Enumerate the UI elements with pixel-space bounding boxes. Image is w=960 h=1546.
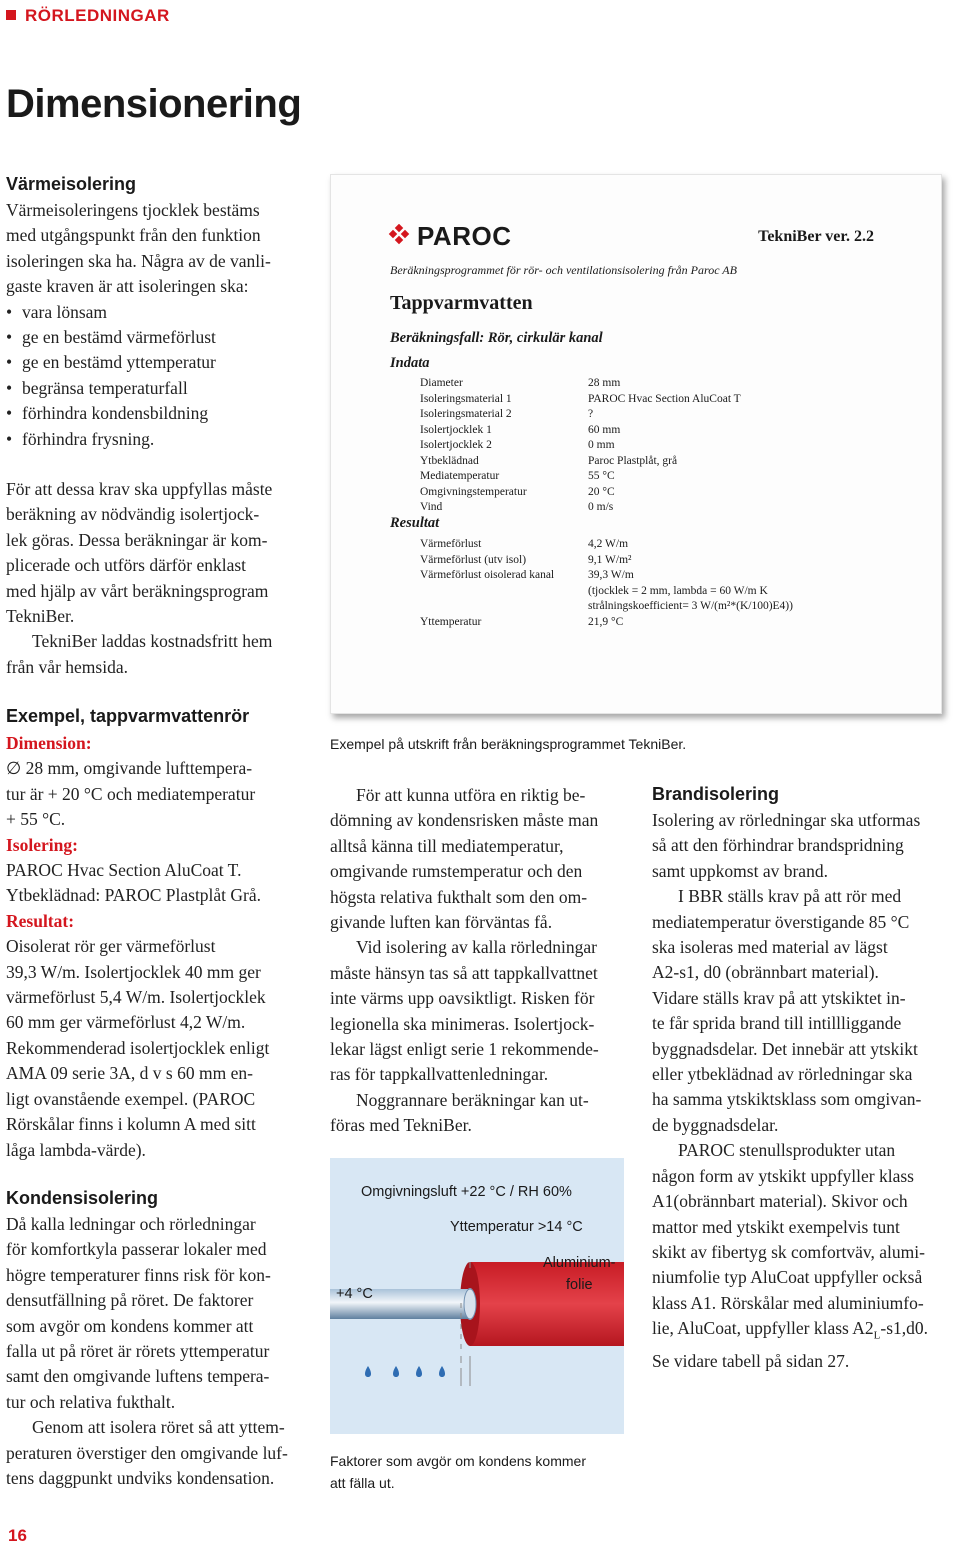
text-line: Isolering av rörledningar ska utformas [652, 810, 921, 830]
list-item: • vara lönsam [6, 300, 271, 325]
text-line: Värmeisoleringens tjocklek bestäms [6, 200, 260, 220]
text-line: tens daggpunkt undviks kondensation. [6, 1468, 275, 1489]
text-line: låga lambda-värde). [6, 1139, 146, 1160]
label-isolering: Isolering: [6, 834, 78, 855]
col3-text [652, 808, 928, 1374]
text-line: eller ytbeklädnad av rörledningar ska [652, 1064, 913, 1085]
heading-kondens: Kondensisolering [6, 1188, 159, 1208]
label-resultat: Resultat: [6, 910, 75, 931]
indata-value: 60 mm [588, 423, 621, 436]
pipe-temp-label: +4 °C [336, 1286, 373, 1302]
indata-value: 28 mm [588, 377, 621, 389]
list-item: • begränsa temperaturfall [6, 376, 271, 401]
page-title: Dimensionering [6, 82, 302, 126]
indata-value: 0 m/s [588, 501, 614, 513]
label-dimension: Dimension: [6, 733, 92, 753]
indata-value: 55 °C [588, 470, 615, 482]
text-fragment: 28 mm, omgivande lufttempera- [21, 758, 253, 779]
surface-temp-label: Yttemperatur >14 °C [450, 1219, 583, 1235]
text-line: klass A1. Rörskålar med aluminiumfo- [652, 1292, 924, 1313]
text-line: legionella ska minimeras. Isolertjock- [330, 1013, 595, 1034]
text-line: peraturen överstiger den omgivande luf- [6, 1442, 288, 1463]
text-line: I BBR ställs krav på att rör med [678, 886, 902, 907]
text-line: Vid isolering av kalla rörledningar [356, 937, 597, 958]
figure-caption: Exempel på utskrift från beräkningsprogrammet TekniBer. [330, 736, 687, 752]
indata-label: Ytbeklädnad [420, 454, 479, 467]
insulation-shape [460, 1262, 624, 1346]
text-line: Se vidare tabell på sidan 27. [652, 1351, 850, 1372]
heading-varmeisolering: Värmeisolering [6, 174, 137, 194]
text-line: högsta relativa fukthalt som den om- [330, 886, 588, 907]
indata-label: Isolertjocklek 2 [420, 439, 492, 451]
text-line: TekniBer laddas kostnadsfritt hem [32, 631, 273, 652]
indata-value: PAROC Hvac Section AluCoat T [588, 392, 741, 405]
text-line: ras för tappkallvattenledningar. [330, 1064, 549, 1085]
text-line: omgivande rumstemperatur och den [330, 861, 583, 882]
teknib-indata-label: Indata [390, 355, 430, 371]
section-label: RÖRLEDNINGAR [25, 6, 170, 25]
list-item: • förhindra frysning. [6, 427, 271, 452]
text-line: falla ut på röret är rörets yttemperatur [6, 1341, 270, 1362]
text-line: Rörskålar finns i kolumn A med sitt [6, 1114, 256, 1135]
text-line: PAROC Hvac Section AluCoat T. [6, 860, 242, 881]
heading-exempel: Exempel, tappvarmvattenrör [6, 706, 250, 726]
paroc-mark-icon [387, 224, 411, 248]
text-line: för komfortkyla passerar lokaler med [6, 1239, 267, 1260]
water-drop-icons [365, 1366, 445, 1377]
text-line: För att kunna utföra en riktig be- [356, 785, 586, 805]
result-note: strålningskoefficient= 3 W/(m²*(K/100)E4)) [588, 600, 793, 612]
text-line: + 55 °C. [6, 809, 66, 830]
teknib-heading: Tappvarmvatten [390, 292, 533, 314]
text-line: 39,3 W/m. Isolertjocklek 40 mm ger [6, 961, 261, 982]
list-item: • ge en bestämd värmeförlust [6, 325, 271, 350]
figure-caption [330, 1450, 586, 1494]
indata-value: ? [588, 408, 594, 420]
text-line: mattor med ytskikt exempelvis tunt [652, 1216, 900, 1237]
col1-para2 [6, 477, 272, 680]
indata-label: Vind [420, 501, 443, 513]
text-line: te får sprida brand till intillliggande [652, 1013, 902, 1034]
teknib-subtitle: Beräkningsprogrammet för rör- och ventilationsisolering från Paroc AB [390, 263, 737, 277]
text-line: Vidare ställs krav på att ytskiktet in- [652, 987, 906, 1008]
text-line: så att den förhindrar brandspridning [652, 835, 904, 856]
section-tag [6, 6, 170, 26]
text-line: som avgör om kondens kommer att [6, 1315, 254, 1336]
result-value: 21,9 °C [588, 615, 624, 628]
text-line: Faktorer som avgör om kondens kommer [330, 1453, 586, 1469]
text-line: de byggnadsdelar. [652, 1114, 779, 1135]
result-label: Värmeförlust oisolerad kanal [420, 569, 555, 581]
page-number: 16 [8, 1526, 27, 1545]
text-line: tur är + 20 °C och mediatemperatur [6, 783, 256, 804]
text-line: högre temperaturer finns risk för kon- [6, 1264, 271, 1285]
diameter-symbol-icon: ∅ [6, 758, 22, 779]
text-line: måste hänsyn tas så att tappkallvattnet [330, 962, 598, 983]
text-line: densutfällning på röret. De faktorer [6, 1290, 254, 1311]
text-line: Rekommenderad isolertjocklek enligt [6, 1037, 270, 1058]
text-line: För att dessa krav ska uppfyllas måste [6, 479, 273, 499]
text-line: AMA 09 serie 3A, d v s 60 mm en- [6, 1063, 253, 1084]
text-line: värmeförlust 5,4 W/m. Isolertjocklek [6, 987, 266, 1008]
text-line: plicerade och utförs därför enklast [6, 555, 247, 576]
text-line: PAROC stenullsprodukter utan [678, 1140, 896, 1161]
text-line: Genom att isolera röret så att yttem- [32, 1417, 285, 1438]
text-line: att fälla ut. [330, 1475, 395, 1491]
condensation-diagram [330, 1158, 624, 1434]
text-line: någon form av ytskikt uppfyller klass [652, 1165, 914, 1186]
teknib-screenshot [330, 174, 942, 714]
paroc-logo [387, 221, 511, 252]
indata-label: Isolertjocklek 1 [420, 423, 492, 436]
foil-label-1: Aluminium- [543, 1255, 616, 1271]
kondens-block [6, 1212, 288, 1491]
result-note: (tjocklek = 2 mm, lambda = 60 W/m K [588, 584, 768, 597]
text-line: med hjälp av vårt beräkningsprogram [6, 580, 269, 601]
paroc-logo-text: PAROC [417, 221, 512, 251]
result-value: 39,3 W/m [588, 569, 634, 581]
indata-label: Isoleringsmaterial 1 [420, 392, 512, 405]
indata-value: Paroc Plastplåt, grå [588, 454, 678, 467]
text-line: ska isoleras med material av lägst [652, 937, 888, 958]
teknib-resultat-label: Resultat [390, 515, 440, 531]
text-line: Noggrannare beräkningar kan ut- [356, 1089, 589, 1110]
text-line: Ytbeklädnad: PAROC Plastplåt Grå. [6, 885, 262, 906]
indata-label: Omgivningstemperatur [420, 485, 527, 498]
text-fragment: lie, AluCoat, uppfyller klass A2 [652, 1318, 874, 1339]
text-line [652, 1316, 928, 1349]
text-line: isoleringen ska ha. Några av de vanli- [6, 250, 271, 271]
list-item: • förhindra kondensbildning [6, 401, 271, 426]
indata-label: Mediatemperatur [420, 470, 500, 482]
col2-text [330, 783, 599, 1139]
text-line: lekar lägst enligt serie 1 rekommende- [330, 1039, 599, 1060]
text-fragment: -s1,d0. [880, 1318, 929, 1339]
list-item: • ge en bestämd yttemperatur [6, 350, 271, 375]
text-line: lek göras. Dessa beräkningar är kom- [6, 529, 268, 550]
foil-label-2: folie [566, 1277, 593, 1293]
exempel-block [6, 731, 269, 1163]
text-line: ha samma ytskiktsklass som omgivan- [652, 1089, 922, 1110]
text-line: gaste kraven är att isoleringen ska: [6, 276, 249, 297]
square-bullet-icon [6, 10, 16, 20]
text-line: samt den omgivande luftens tempera- [6, 1366, 270, 1387]
text-line: mediatemperatur överstigande 85 °C [652, 911, 910, 932]
indata-label: Isoleringsmaterial 2 [420, 408, 512, 420]
text-line [6, 756, 269, 781]
indata-value: 0 mm [588, 439, 615, 451]
subscript: L [873, 1329, 881, 1342]
text-line: skikt av fibertyg sk comfortväv, alumi- [652, 1241, 925, 1262]
indata-value: 20 °C [588, 485, 615, 498]
text-line: föras med TekniBer. [330, 1115, 472, 1136]
text-line: dömning av kondensrisken måste man [330, 810, 599, 831]
text-line: byggnadsdelar. Det innebär att ytskikt [652, 1038, 918, 1059]
text-line: A2-s1, d0 (obrännbart material). [652, 962, 879, 983]
text-line: TekniBer. [6, 606, 75, 627]
heading-brandisolering: Brandisolering [652, 784, 780, 804]
result-label: Yttemperatur [420, 615, 482, 628]
text-line: A1(obrännbart material). Skivor och [652, 1191, 908, 1212]
text-line: beräkning av nödvändig isolertjock- [6, 504, 260, 525]
text-line: ligt ovanstående exempel. (PAROC [6, 1088, 256, 1109]
text-line: niumfolie typ AluCoat uppfyller också [652, 1267, 923, 1288]
text-line: inte värms upp oavsiktligt. Risken för [330, 988, 595, 1009]
text-line: 60 mm ger värmeförlust 4,2 W/m. [6, 1012, 246, 1033]
text-line: tur och relativa fukthalt. [6, 1391, 176, 1412]
indata-label: Diameter [420, 377, 463, 389]
text-line: med utgångspunkt från den funktion [6, 225, 261, 246]
ambient-label: Omgivningsluft +22 °C / RH 60% [361, 1184, 572, 1200]
text-line: givande luften kan förväntas få. [330, 912, 553, 933]
text-line: Då kalla ledningar och rörledningar [6, 1214, 256, 1234]
col1-intro [6, 198, 271, 452]
text-line: samt uppkomst av brand. [652, 860, 828, 881]
text-line: alltså känna till mediatemperatur, [330, 835, 564, 856]
text-line: från vår hemsida. [6, 656, 128, 677]
result-label: Värmeförlust [420, 538, 482, 550]
result-value: 4,2 W/m [588, 538, 629, 550]
text-line: Oisolerat rör ger värmeförlust [6, 936, 216, 957]
result-label: Värmeförlust (utv isol) [420, 553, 527, 566]
teknib-case: Beräkningsfall: Rör, cirkulär kanal [390, 330, 603, 346]
result-value: 9,1 W/m² [588, 553, 632, 566]
teknib-version: TekniBer ver. 2.2 [758, 228, 874, 245]
